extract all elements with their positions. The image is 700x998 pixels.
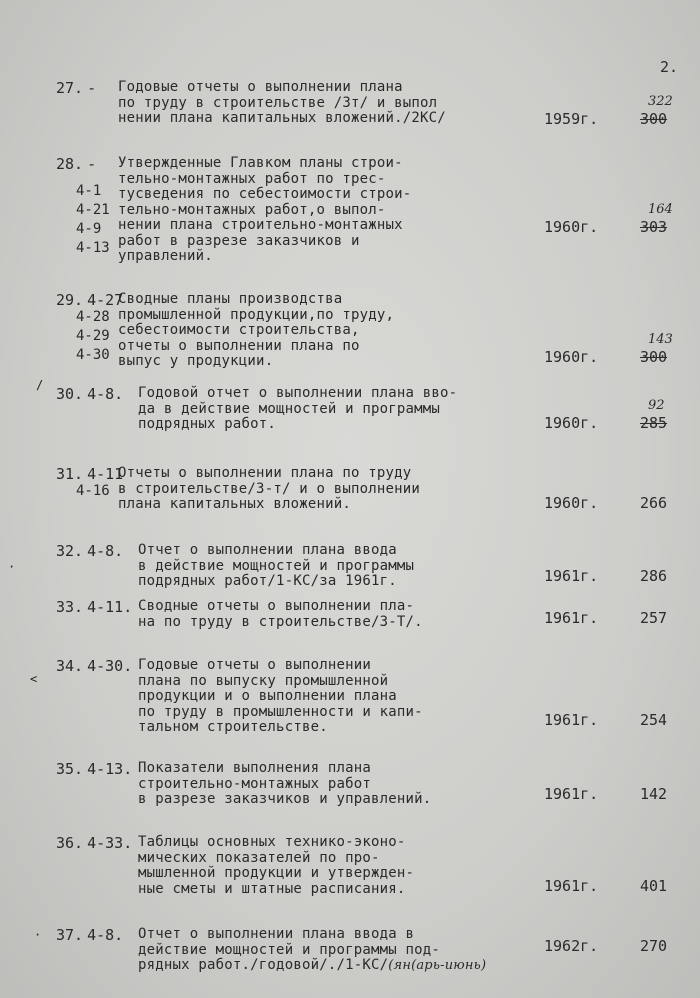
entry-description-line: продукции и о выполнении плана (138, 688, 397, 704)
entry-sheet-count: 286 (640, 567, 668, 585)
entry-description-line: в строительстве/3-т/ и о выполнении (118, 480, 421, 497)
entry-number-text: 29. (56, 291, 84, 309)
entry-number-text: 36. (56, 834, 84, 852)
entry-description (118, 156, 411, 265)
handwritten-sheet-count: 164 (648, 202, 673, 217)
entry-description-line: отчеты о выполнении плана по (118, 337, 360, 354)
entry-number (56, 292, 123, 309)
entry-extra-code: 4-9 (76, 221, 102, 237)
entry-code: 4-8. (87, 385, 124, 403)
entry-description-line: себестоимости строительства, (118, 322, 360, 338)
entry-year: 1960г. (544, 414, 599, 432)
entry-year: 1961г. (544, 785, 599, 803)
entry-year: 1961г. (544, 567, 599, 585)
entry-description-line: действие мощностей и программы под- (138, 941, 441, 958)
entry-description-line: по труду в строительстве /3т/ и выпол (118, 94, 438, 111)
entry-description-line: Таблицы основных технико-эконо- (138, 834, 406, 850)
entry-description-line: да в действие мощностей и программы (138, 400, 441, 417)
entry-extra-code: 4-13 (76, 240, 110, 256)
entry-extra-codes (76, 482, 110, 501)
entry-extra-code: 4-1 (76, 183, 102, 199)
entry-number (56, 80, 96, 97)
entry-number-text: 31. (56, 465, 84, 483)
entry-extra-code: 4-28 (76, 309, 110, 325)
entry-number (56, 927, 123, 944)
entry-year: 1961г. (544, 609, 599, 627)
entry-year: 1962г. (544, 937, 599, 955)
entry-description (118, 292, 394, 370)
entry-year: 1959г. (544, 110, 599, 128)
entry-description-line: выпус у продукции. (118, 353, 274, 369)
entry-number (56, 835, 132, 852)
entry-description-line: строительно-монтажных работ (138, 775, 371, 792)
entry-description-line: тельно-монтажных работ по трес- (118, 170, 386, 187)
entry-description-line: нении плана капитальных вложений./2КС/ (118, 110, 446, 126)
entry-description-line: промышленной продукции,по труду, (118, 306, 395, 323)
margin-mark: / (36, 378, 44, 392)
entry-number-text: 30. (56, 385, 84, 403)
entry-year: 1961г. (544, 711, 599, 729)
entry-number-text: 37. (56, 926, 84, 944)
entry-year: 1960г. (544, 218, 599, 236)
entry-description-line: рядных работ./годовой/./1-КС/ (138, 957, 389, 973)
entry-number-text: 32. (56, 542, 84, 560)
entry-year: 1961г. (544, 877, 599, 895)
handwritten-sheet-count: 143 (648, 332, 673, 347)
entry-description-line: Показатели выполнения плана (138, 760, 371, 776)
entry-number-text: 27. (56, 79, 84, 97)
entry-description-line: на по труду в строительстве/3-Т/. (138, 613, 423, 630)
entry-extra-code: 4-16 (76, 483, 110, 499)
entry-description-line: ные сметы и штатные расписания. (138, 880, 406, 897)
entry-description-line: в действие мощностей и программы (138, 557, 415, 574)
entry-number (56, 386, 123, 403)
entry-description-line: Отчет о выполнении плана ввода в (138, 926, 415, 942)
entry-description-line: Годовые отчеты о выполнении (138, 657, 371, 673)
entry-description-line: тусведения по себестоимости строи- (118, 186, 412, 202)
entry-number (56, 543, 123, 560)
entry-description-line: подрядных работ/1-КС/за 1961г. (138, 573, 397, 589)
entry-code: 4-33. (87, 834, 133, 852)
entry-sheet-count: 303 (640, 218, 668, 236)
entry-description-line: мических показателей по про- (138, 849, 380, 866)
entry-code: 4-8. (87, 926, 124, 944)
entry-extra-codes (76, 308, 110, 365)
entry-sheet-count: 142 (640, 785, 668, 803)
entry-sheet-count: 300 (640, 110, 668, 128)
entry-code: 4-13. (87, 760, 133, 778)
entry-year: 1960г. (544, 494, 599, 512)
entry-sheet-count: 300 (640, 348, 668, 366)
entry-year: 1960г. (544, 348, 599, 366)
entry-description-line: Утвержденные Главком планы строи- (118, 155, 403, 171)
entry-number-text: 35. (56, 760, 84, 778)
entry-code: 4-8. (87, 542, 124, 560)
entry-description (138, 835, 414, 897)
entry-sheet-count: 254 (640, 711, 668, 729)
entry-description-line: нении плана строительно-монтажных (118, 217, 403, 233)
entry-extra-code: 4-29 (76, 328, 110, 344)
entry-number-text: 33. (56, 598, 84, 616)
entry-number (56, 761, 132, 778)
entry-description-line: Отчеты о выполнении плана по труду (118, 465, 412, 481)
entry-description-line: плана капитальных вложений. (118, 496, 351, 512)
entry-description (138, 386, 457, 433)
entry-extra-codes (76, 182, 110, 258)
entry-code: 4-27 (87, 291, 124, 309)
entry-description-line: в разрезе заказчиков и управлений. (138, 791, 432, 807)
entry-sheet-count: 285 (640, 414, 668, 432)
entry-code: - (87, 155, 97, 173)
margin-mark: · (34, 928, 42, 942)
entry-description-line: Годовые отчеты о выполнении плана (118, 79, 403, 95)
entry-code: 4-11. (87, 598, 133, 616)
entry-description-line: плана по выпуску промышленной (138, 672, 389, 689)
entry-description-line: Годовой отчет о выполнении плана вво- (138, 385, 458, 401)
entry-number (56, 658, 132, 675)
margin-mark: < (30, 672, 38, 686)
entry-description (138, 658, 423, 736)
entry-number-text: 28. (56, 155, 84, 173)
entry-number (56, 466, 123, 483)
entry-sheet-count: 270 (640, 937, 668, 955)
entry-sheet-count: 266 (640, 494, 668, 512)
entry-extra-code: 4-30 (76, 347, 110, 363)
entry-number (56, 156, 96, 173)
entry-description (138, 927, 486, 974)
entry-description (138, 599, 423, 630)
entry-code: - (87, 79, 97, 97)
entry-description-line: по труду в промышленности и капи- (138, 703, 423, 720)
entry-description-line: Сводные планы производства (118, 291, 343, 307)
entry-description-line: тельно-монтажных работ,о выпол- (118, 201, 386, 218)
entry-description-line: Сводные отчеты о выполнении пла- (138, 598, 415, 614)
entry-sheet-count: 401 (640, 877, 668, 895)
entry-description (138, 543, 414, 590)
entry-description (118, 466, 420, 513)
entry-code: 4-30. (87, 657, 133, 675)
page-number: 2. (660, 58, 679, 76)
entry-description (118, 80, 446, 127)
margin-mark: · (8, 560, 16, 574)
entry-sheet-count: 257 (640, 609, 668, 627)
entry-description-line: Отчет о выполнении плана ввода (138, 542, 397, 558)
entry-description-line: работ в разрезе заказчиков и (118, 232, 360, 249)
entry-description (138, 761, 431, 808)
entry-description-line: подрядных работ. (138, 416, 277, 432)
handwritten-sheet-count: 92 (648, 398, 665, 413)
entry-description-line: мышленной продукции и утвержден- (138, 865, 415, 881)
handwritten-annotation: (ян(арь-июнь) (388, 958, 487, 973)
handwritten-sheet-count: 322 (648, 94, 673, 109)
entry-extra-code: 4-21 (76, 202, 110, 218)
entry-number-text: 34. (56, 657, 84, 675)
entry-number (56, 599, 132, 616)
entry-description-line: управлений. (118, 248, 213, 264)
entry-code: 4-11 (87, 465, 124, 483)
entry-description-line: тальном строительстве. (138, 719, 328, 735)
